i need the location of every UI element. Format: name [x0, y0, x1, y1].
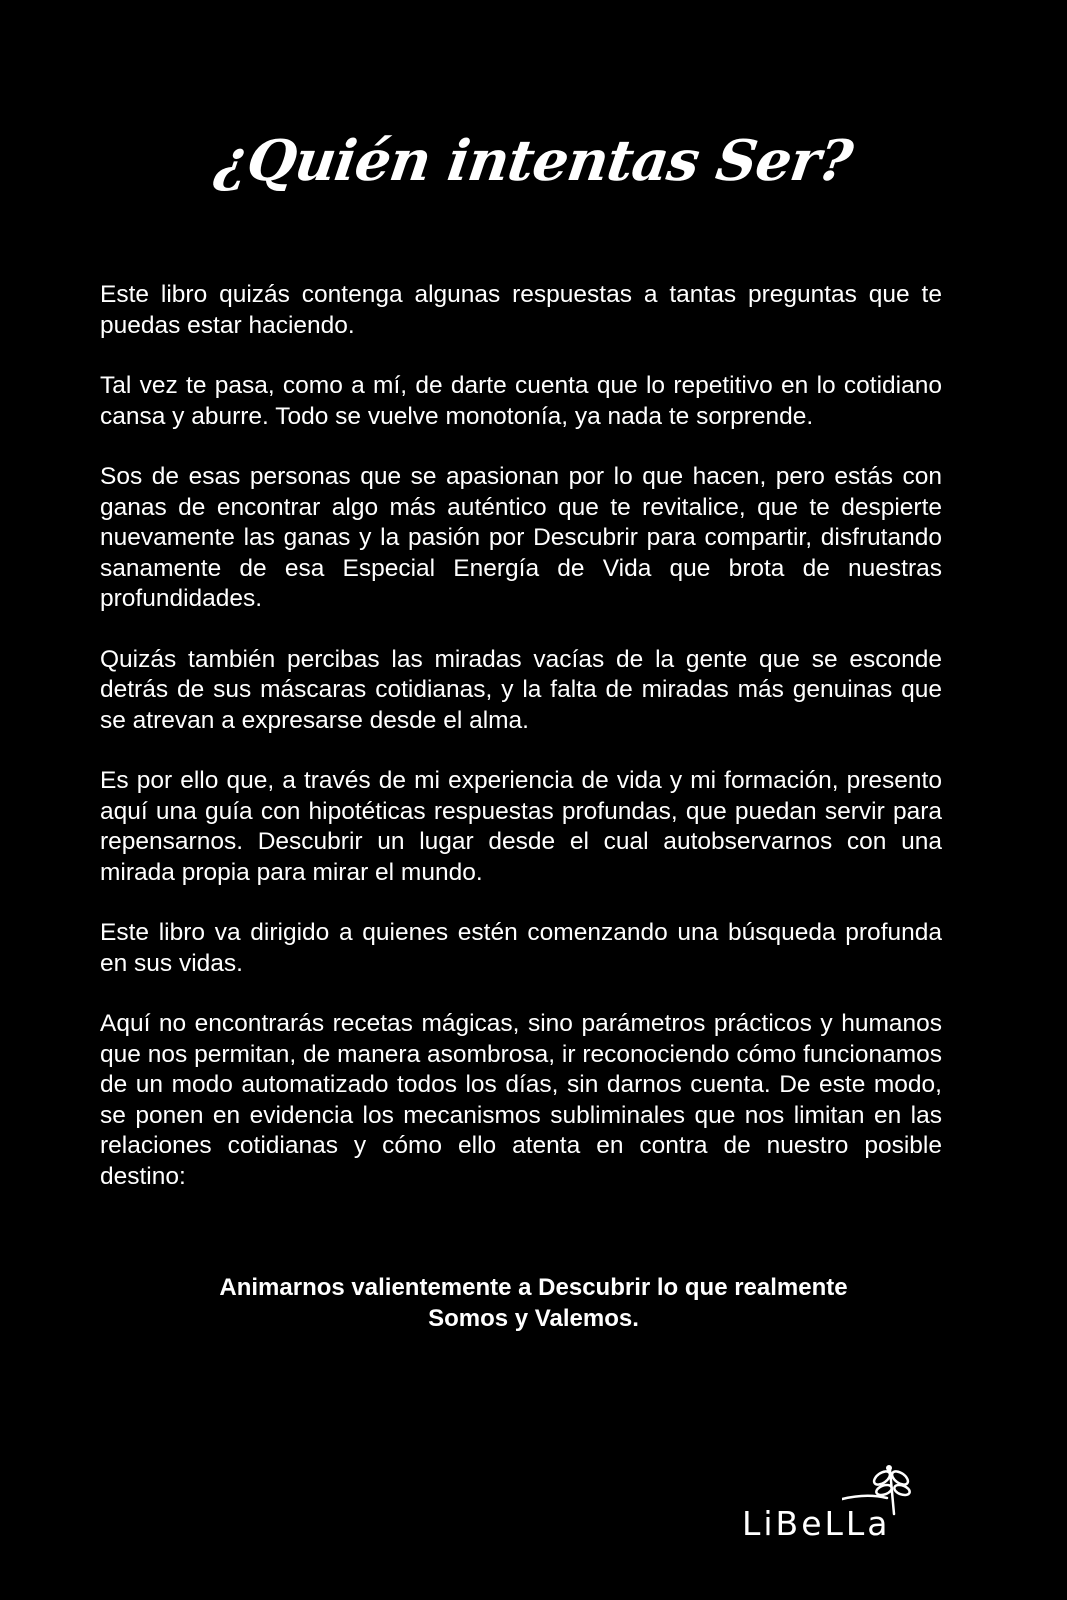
dragonfly-icon [842, 1462, 922, 1532]
page-title: ¿Quién intentas Ser? [211, 128, 856, 194]
paragraph-5: Es por ello que, a través de mi experiencia de vida y mi formación, presento aquí una guía con hipotéticas respuestas profundas, que puedan servir para repensarnos. Descubrir un lugar desde el cual autobservarnos con una mirada propia para mirar el mundo. [100, 767, 942, 886]
closing-line-1: Animarnos valientemente a Descubrir lo que realmente [219, 1274, 848, 1301]
paragraph-6: Este libro va dirigido a quienes estén comenzando una búsqueda profunda en sus vidas. [100, 919, 942, 977]
paragraph-7: Aquí no encontrarás recetas mágicas, sino parámetros prácticos y humanos que nos permitan, de manera asombrosa, ir reconociendo cómo funcionamos de un modo automatizado todos los días, sin darnos cuenta. De este modo, se ponen en evidencia los mecanismos subliminales que nos limitan en las relaciones cotidianas y cómo ello atenta en contra de nuestro posible destino: [100, 1010, 942, 1190]
publisher-logo [742, 1462, 942, 1542]
paragraph-4: Quizás también percibas las miradas vacías de la gente que se esconde detrás de sus máscaras cotidianas, y la falta de miradas más genuinas que se atrevan a expresarse desde el alma. [100, 645, 942, 734]
closing-line-2: Somos y Valemos. [428, 1305, 639, 1332]
paragraph-2: Tal vez te pasa, como a mí, de darte cuenta que lo repetitivo en lo cotidiano cansa y aburre. Todo se vuelve monotonía, ya nada te sorprende. [100, 372, 942, 430]
paragraph-1: Este libro quizás contenga algunas respuestas a tantas preguntas que te puedas estar haciendo. [100, 281, 942, 339]
body-text [100, 280, 942, 1222]
logo-wordmark: LiBeLLa [742, 1504, 891, 1543]
paragraph-3: Sos de esas personas que se apasionan por lo que hacen, pero estás con ganas de encontrar algo más auténtico que te revitalice, que te despierte nuevamente las ganas y la pasión por Descubrir para compartir, disfrutando sanamente de esa Especial Energía de Vida que brota de nuestras profundidades. [100, 463, 942, 612]
closing-statement [0, 1272, 1067, 1334]
